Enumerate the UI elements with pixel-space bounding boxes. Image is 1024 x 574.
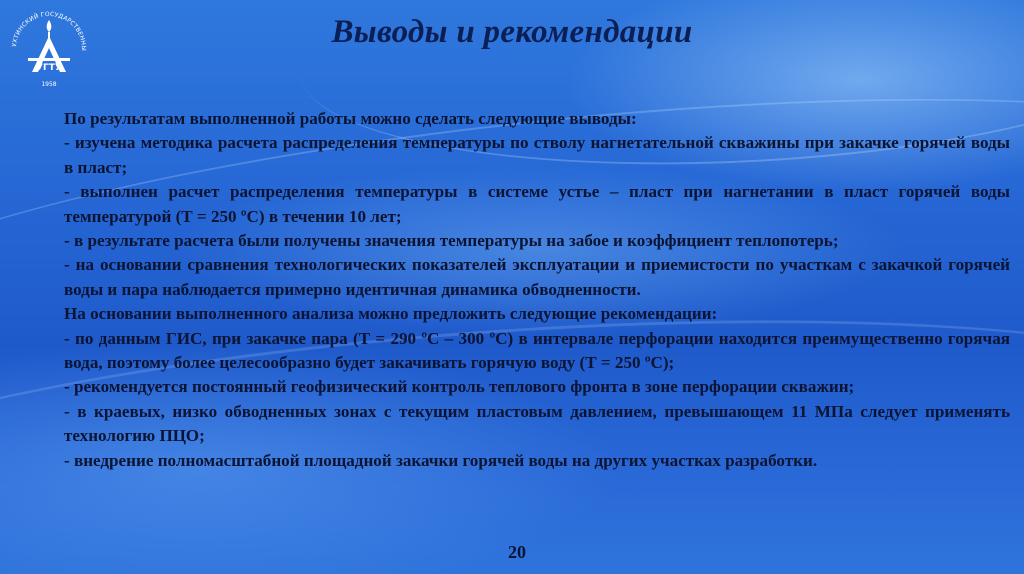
paragraph-recommendation-3: - в краевых, низко обводненных зонах с текущим пластовым давлением, превышающем 11 МПа следует применять технологию ПЦО; xyxy=(64,401,1010,446)
paragraph-conclusion-2: - выполнен расчет распределения температуры в системе устье – пласт при нагнетании в пласт горячей воды температурой (Т = 250 ºС) в течении 10 лет; xyxy=(64,182,1010,226)
paragraph-conclusion-3: - в результате расчета были получены значения температуры на забое и коэффициент теплопотерь; xyxy=(64,231,839,251)
paragraph-conclusion-4: - на основании сравнения технологических показателей эксплуатации и приемистости по участкам с закачкой горячей воды и пара наблюдается примерно идентичная динамика обводненности. xyxy=(64,255,1010,299)
logo-bar xyxy=(28,58,70,61)
slide-body xyxy=(64,107,1010,473)
paragraph-recommendation-1: - по данным ГИС, при закачке пара (Т = 290 ºС – 300 ºС) в интервале перфорации находится преимущественно горячая вода, поэтому более целесообразно будет закачивать горячую воду (Т = 250 ºС); xyxy=(64,328,1010,373)
paragraph-conclusion-1: - изучена методика расчета распределения температуры по стволу нагнетательной скважины при закачке горячей воды в пласт; xyxy=(64,133,1010,177)
logo-year: 1958 xyxy=(41,81,57,88)
page-number: 20 xyxy=(508,542,526,562)
paragraph-recommendation-2: - рекомендуется постоянный геофизический контроль теплового фронта в зоне перфорации скважин; xyxy=(64,377,855,397)
paragraph-recommendation-4: - внедрение полномасштабной площадной закачки горячей воды на других участках разработки. xyxy=(64,450,818,470)
paragraph-intro: По результатам выполненной работы можно сделать следующие выводы: xyxy=(64,109,637,128)
logo-monogram: УГТУ xyxy=(36,63,62,73)
slide-title: Выводы и рекомендации xyxy=(331,14,693,50)
paragraph-recommendations-intro: На основании выполненного анализа можно предложить следующие рекомендации: xyxy=(64,304,718,324)
logo-ring-text-path: УХТИНСКИЙ ГОСУДАРСТВЕННЫ xyxy=(11,10,88,52)
